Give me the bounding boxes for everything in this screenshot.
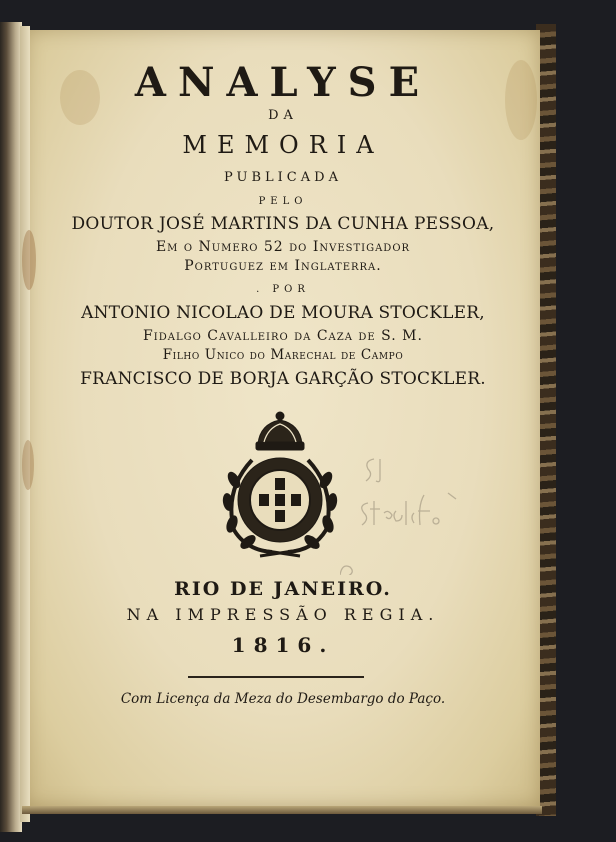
father-name: FRANCISCO DE BORJA GARÇÃO STOCKLER.	[80, 369, 486, 389]
portuguese-royal-arms-icon	[212, 410, 348, 560]
page-bottom-edge	[22, 806, 542, 814]
journal-line: Em o Numero 52 do Investigador	[155, 239, 411, 255]
title-connector: DA	[268, 108, 298, 123]
respondent-name: ANTONIO NICOLAO DE MOURA STOCKLER,	[81, 303, 485, 323]
memoir-author: DOUTOR JOSÉ MARTINS DA CUNHA PESSOA,	[71, 214, 495, 234]
paper-stain	[22, 440, 34, 490]
imprint-press: NA IMPRESSÃO REGIA.	[126, 605, 440, 624]
title-por: . POR	[256, 284, 310, 295]
book-spine	[0, 22, 22, 832]
divider-rule	[188, 676, 364, 678]
book-title: ANALYSE	[134, 59, 432, 106]
imprint-city: RIO DE JANEIRO.	[174, 578, 392, 600]
title-publicada: PUBLICADA	[224, 170, 342, 185]
license-line: Com Licença da Meza do Desembargo do Paço.	[120, 691, 446, 707]
respondent-filiation: Filho Unico do Marechal de Campo	[162, 347, 404, 363]
journal-line: Portuguez em Inglaterra.	[184, 258, 382, 274]
title-pelo: PELO	[258, 196, 308, 207]
imprint-year: 1816.	[231, 633, 335, 657]
book-subtitle: MEMORIA	[182, 131, 384, 159]
respondent-title: Fidalgo Cavalleiro da Caza de S. M.	[143, 328, 423, 344]
pencil-annotation	[340, 455, 480, 575]
